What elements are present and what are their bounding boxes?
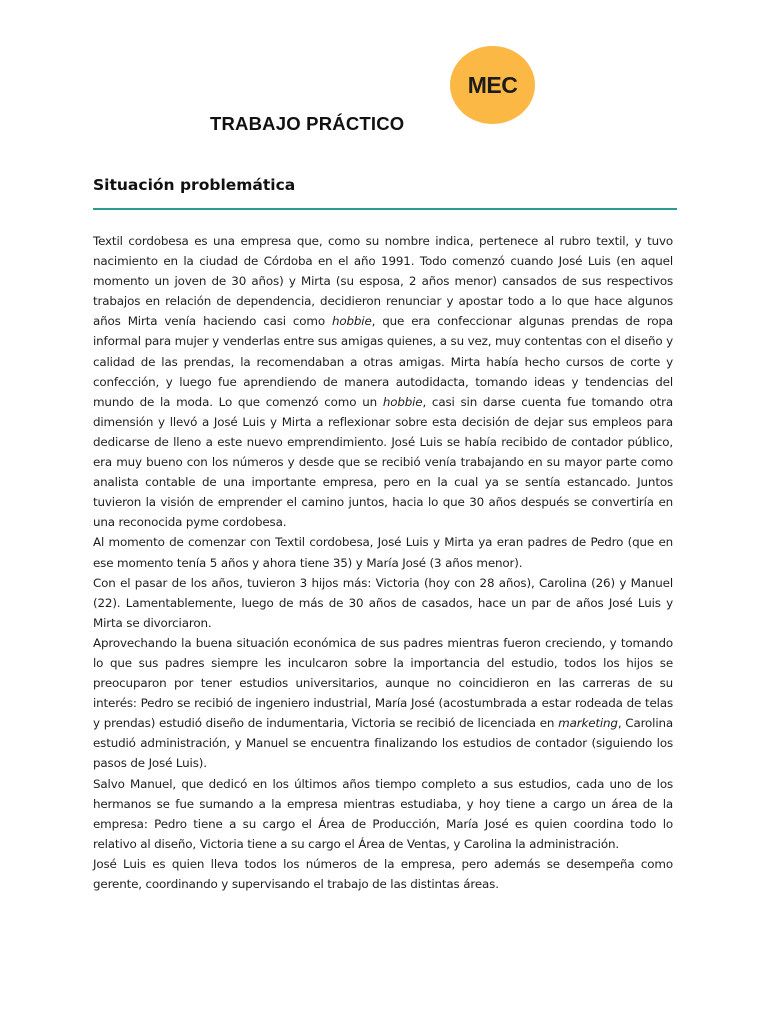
text-run: , que era confeccionar algunas prendas de ropa informal para mujer y venderlas entre sus amigas quienes, a su vez, muy contentas con el diseño y calidad de las prendas, la recomendaban a otras amigas. Mirta había hecho cursos de corte y confección, y luego fue aprendiendo de manera autodidacta, tomando ideas y tendencias del mundo de la moda. Lo que comenzó como un	[93, 314, 674, 409]
logo-text: MEC	[467, 71, 518, 98]
text-run: , casi sin darse cuenta fue tomando otra dimensión y llevó a José Luis y Mirta a reflexionar sobre esta decisión de dejar sus empleos para dedicarse de lleno a este nuevo emprendimiento. José Luis se había recibido de contador público, era muy bueno con los números y desde que se recibió venía trabajando en su mayor parte como analista contable de una importante empresa, pero en la cual ya se sentía estancado. Juntos tuvieron la visión de emprender el camino juntos, hacia lo que 30 años después se convertiría en una reconocida pyme cordobesa.	[93, 394, 673, 530]
text-run: José Luis es quien lleva todos los números de la empresa, pero además se desempeña como gerente, coordinando y supervisando el trabajo de las distintas áreas.	[93, 856, 673, 891]
italic-term: hobbie	[332, 314, 372, 329]
body-paragraph	[93, 633, 673, 774]
section-title: Situación problemática	[93, 176, 296, 194]
document-body	[93, 231, 673, 894]
text-run: Al momento de comenzar con Textil cordobesa, José Luis y Mirta ya eran padres de Pedro (que en ese momento tenía 5 años y ahora tiene 35) y María José (3 años menor).	[93, 535, 673, 570]
text-run: Salvo Manuel, que dedicó en los últimos años tiempo completo a sus estudios, cada uno de los hermanos se fue sumando a la empresa mientras estudiaba, y hoy tiene a cargo un área de la empresa: Pedro tiene a su cargo el Área de Producción, María José es quien coordina todo lo relativo al diseño, Victoria tiene a su cargo el Área de Ventas, y Carolina la administración.	[93, 776, 673, 851]
italic-term: marketing	[558, 716, 618, 731]
body-paragraph	[93, 231, 673, 532]
text-run: Aprovechando la buena situación económica de sus padres mientras fueron creciendo, y tomando lo que sus padres siempre les inculcaron sobre la importancia del estudio, todos los hijos se preocuparon por tener estudios universitarios, aunque no coincidieron en las carreras de su interés: Pedro se recibió de ingeniero industrial, María José (acostumbrada a estar rodeada de telas y prendas) estudió diseño de indumentaria, Victoria se recibió de licenciada en	[93, 635, 673, 731]
italic-term: hobbie	[382, 394, 423, 409]
body-paragraph	[93, 573, 673, 633]
text-run: , Carolina estudió administración, y Manuel se encuentra finalizando los estudios de contador (siguiendo los pasos de José Luis).	[93, 716, 674, 771]
mec-logo	[450, 46, 535, 124]
text-run: Con el pasar de los años, tuvieron 3 hijos más: Victoria (hoy con 28 años), Carolina (26) y Manuel (22). Lamentablemente, luego de más de 30 años de casados, hace un par de años José Luis y Mirta se divorciaron.	[93, 575, 673, 630]
body-paragraph	[93, 854, 673, 894]
document-title: TRABAJO PRÁCTICO	[210, 113, 405, 134]
section-divider	[93, 208, 677, 210]
body-paragraph	[93, 532, 673, 572]
text-run: Textil cordobesa es una empresa que, como su nombre indica, pertenece al rubro textil, y tuvo nacimiento en la ciudad de Córdoba en el año 1991. Todo comenzó cuando José Luis (en aquel momento un joven de 30 años) y Mirta (su esposa, 2 años menor) cansados de sus respectivos trabajos en relación de dependencia, decidieron renunciar y apostar todo a lo que hace algunos años Mirta venía haciendo casi como	[93, 234, 673, 329]
body-paragraph	[93, 774, 673, 854]
